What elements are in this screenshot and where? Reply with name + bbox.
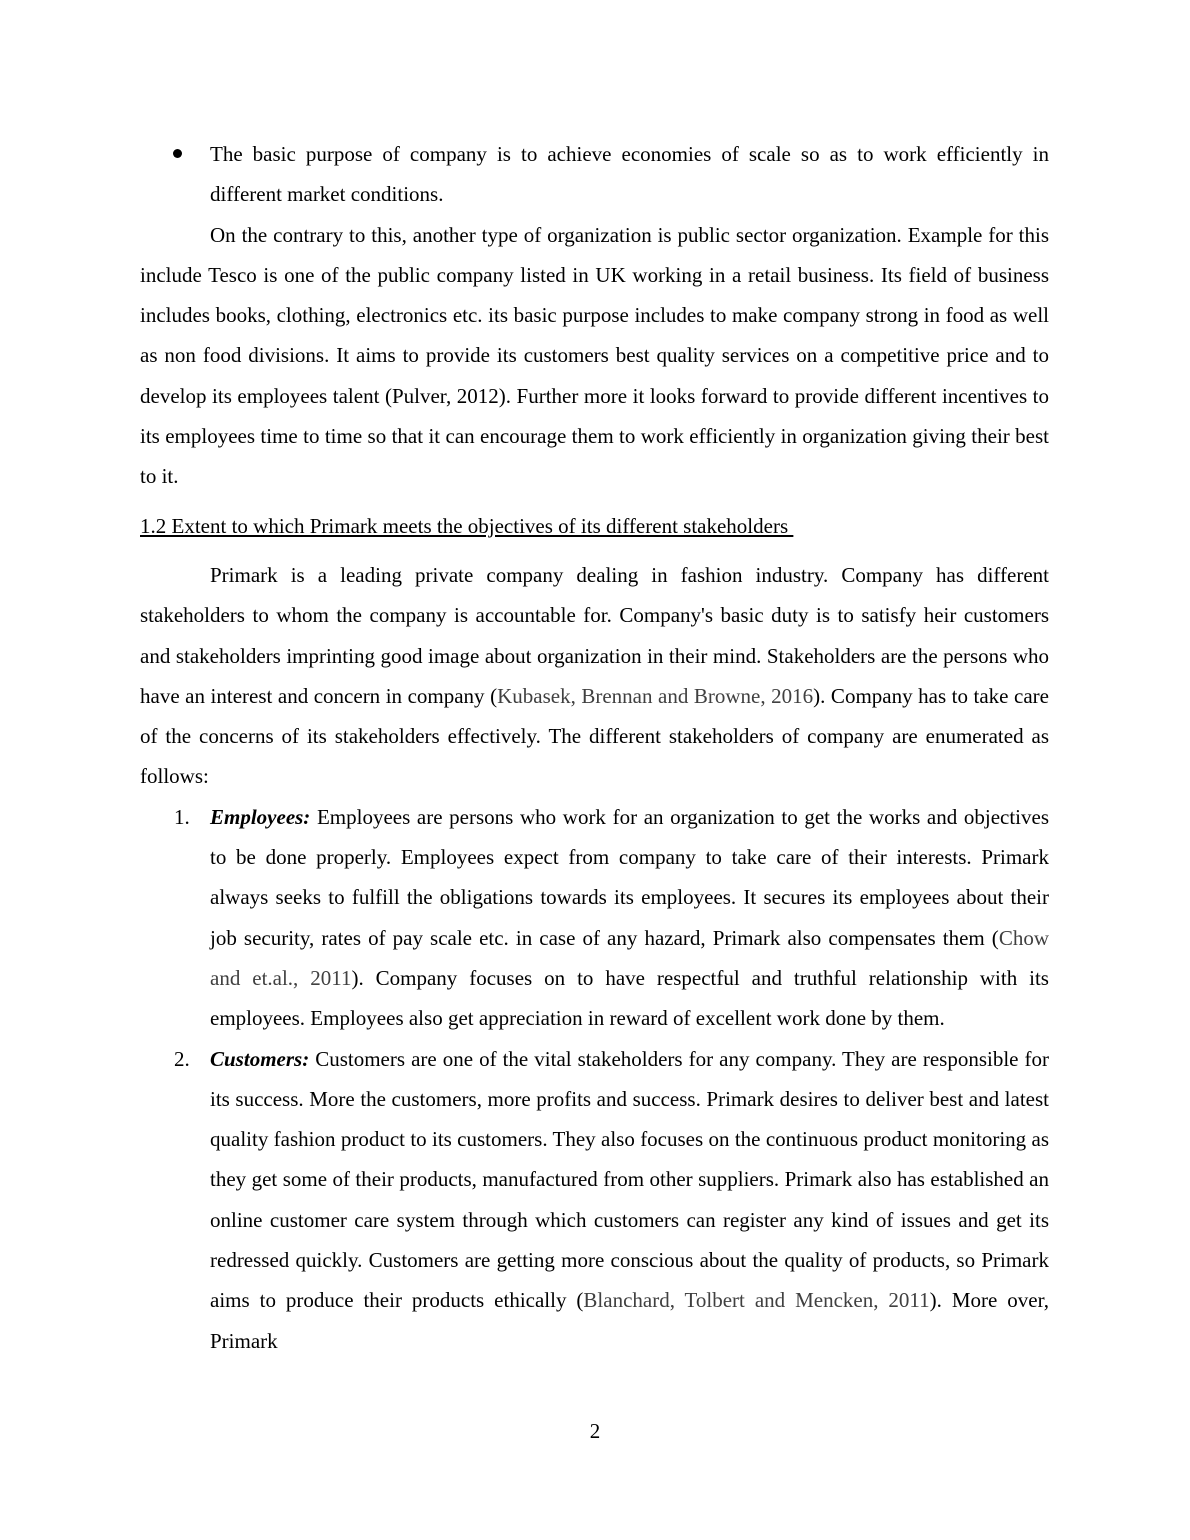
list-number: 2. [174, 1046, 190, 1071]
list-text-end: ). Company focuses on to have respectful and truthful relationship with its employees. Employees also get appreciation in reward of excellent work done by them. [210, 965, 1049, 1031]
list-number: 1. [174, 804, 190, 829]
list-term-customers: Customers: [210, 1046, 310, 1071]
list-item-employees [140, 797, 1049, 1039]
list-text-start: Employees are persons who work for an organization to get the works and objectives to be done properly. Employees expect from company to take care of their interests. Primark always seeks to fulfill the obligations towards its employees. It secures its employees about their job security, rates of pay scale etc. in case of any hazard, Primark also compensates them ( [210, 804, 1049, 950]
section-heading-1-2: 1.2 Extent to which Primark meets the objectives of its different stakeholders [140, 513, 794, 538]
page-number: 2 [589, 1419, 601, 1443]
paragraph-primark-stakeholders [140, 555, 1049, 797]
paragraph-text-end: ). Company has to take care of the concerns of its stakeholders effectively. The different stakeholders of company are enumerated as follows: [140, 683, 1049, 789]
paragraph-tesco: On the contrary to this, another type of organization is public sector organization. Example for this include Tesco is one of the public company listed in UK working in a retail business. Its field of business includes books, clothing, electronics etc. its basic purpose includes to make company strong in food as well as non food divisions. It aims to provide its customers best quality services on a competitive price and to develop its employees talent (Pulver, 2012). Further more it looks forward to provide different incentives to its employees time to time so that it can encourage them to work efficiently in organization giving their best to it. [140, 222, 1049, 489]
page-body [140, 134, 1049, 1361]
list-text-start: Customers are one of the vital stakeholders for any company. They are responsible for its success. More the customers, more profits and success. Primark desires to deliver best and latest quality fashion product to its customers. They also focuses on the continuous product monitoring as they get some of their products, manufactured from other suppliers. Primark also has established an online customer care system through which customers can register any kind of issues and get its redressed quickly. Customers are getting more conscious about the quality of products, so Primark aims to produce their products ethically ( [210, 1046, 1049, 1313]
citation-kubasek: Kubasek, Brennan and Browne, 2016 [497, 683, 814, 708]
bullet-icon [173, 149, 182, 158]
list-item-customers [140, 1039, 1049, 1361]
bullet-text: The basic purpose of company is to achieve economies of scale so as to work efficiently in different market conditions. [210, 142, 1049, 207]
citation-chow: Chow and et.al., 2011 [210, 925, 1049, 990]
bullet-item-economies-of-scale [140, 134, 1049, 215]
paragraph-text-start: Primark is a leading private company dealing in fashion industry. Company has different stakeholders to whom the company is accountable for. Company's basic duty is to satisfy heir customers and stakeholders imprinting good image about organization in their mind. Stakeholders are the persons who have an interest and concern in company ( [140, 562, 1049, 708]
list-text-end: ). More over, Primark [210, 1288, 1050, 1353]
list-term-employees: Employees: [210, 804, 311, 829]
citation-blanchard: Blanchard, Tolbert and Mencken, 2011 [583, 1288, 930, 1313]
